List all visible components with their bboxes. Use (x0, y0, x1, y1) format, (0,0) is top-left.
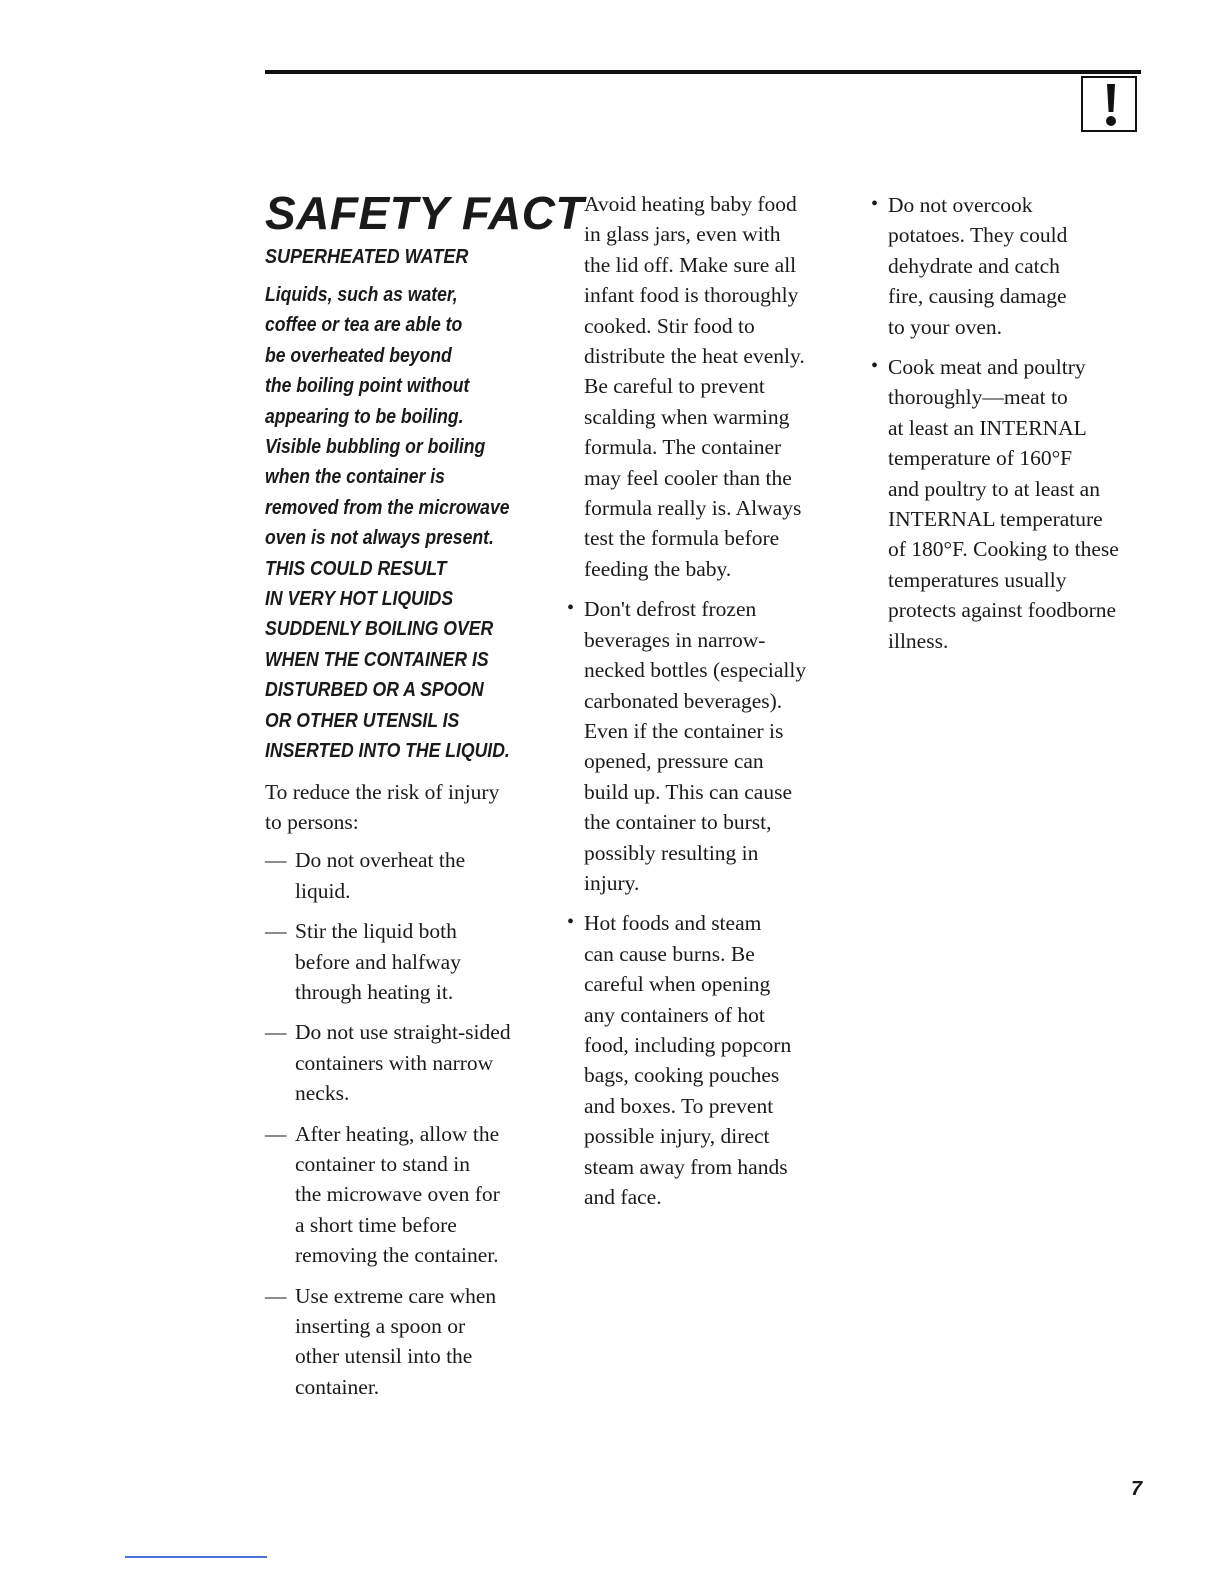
column-right (871, 190, 1146, 666)
exclamation-icon (1081, 76, 1137, 132)
dash-list-item: — Use extreme care when inserting a spoon or other utensil into the container. (265, 1281, 550, 1403)
bullet-list-item: • Cook meat and poultry thoroughly—meat to at least an INTERNAL temperature of 160°F and poultry to at least an INTERNAL temperature of 180°F. Cooking to these temperatures usually protects against foodborne illness. (871, 352, 1146, 656)
top-rule (265, 70, 1141, 74)
dash-list-item: — After heating, allow the container to stand in the microwave oven for a short time before removing the container. (265, 1119, 550, 1271)
exclamation-dot (1106, 116, 1116, 126)
bullet-list-right (871, 190, 1146, 656)
warning-text: Liquids, such as water, coffee or tea are able to be overheated beyond the boiling point without appearing to be boiling. Visible bubbling or boiling when the container is removed from the microwave oven is not always present. THIS COULD RESULT IN VERY HOT LIQUIDS SUDDENLY BOILING OVER WHEN THE CONTAINER IS DISTURBED OR A SPOON OR OTHER UTENSIL IS INSERTED INTO THE LIQUID. (265, 284, 510, 763)
dash-list (265, 845, 550, 1402)
bottom-link-line (125, 1556, 267, 1558)
reduce-risk-text: To reduce the risk of injury to persons: (265, 779, 500, 834)
exclamation-bar (1107, 84, 1115, 112)
bullet-list-item: • Do not overcook potatoes. They could dehydrate and catch fire, causing damage to your oven. (871, 190, 1146, 342)
column-left (265, 187, 585, 1412)
page-number: 7 (1131, 1478, 1143, 1500)
bullet-list-item: • Don't defrost frozen beverages in narrow- necked bottles (especially carbonated beverages). Even if the container is opened, pressure can build up. This can cause the container to burst, possibly resulting in injury. (567, 594, 857, 898)
page-title: SAFETY FACT (265, 187, 585, 239)
dash-list-item: — Do not use straight-sided containers with narrow necks. (265, 1017, 550, 1108)
dash-list-item: — Do not overheat the liquid. (265, 845, 550, 906)
bullet-list-item: • Avoid heating baby food in glass jars, even with the lid off. Make sure all infant food is thoroughly cooked. Stir food to distribute the heat evenly. Be careful to prevent scalding when warming formula. The container may feel cooler than the formula really is. Always test the formula before feeding the baby. (567, 189, 857, 584)
section-subtitle: SUPERHEATED WATER (265, 246, 469, 268)
dash-list-item: — Stir the liquid both before and halfway through heating it. (265, 916, 550, 1007)
bullet-list-item: • Hot foods and steam can cause burns. Be careful when opening any containers of hot food, including popcorn bags, cooking pouches and boxes. To prevent possible injury, direct steam away from hands and face. (567, 908, 857, 1212)
bullet-list-middle (567, 189, 857, 1212)
column-middle (567, 189, 857, 1222)
